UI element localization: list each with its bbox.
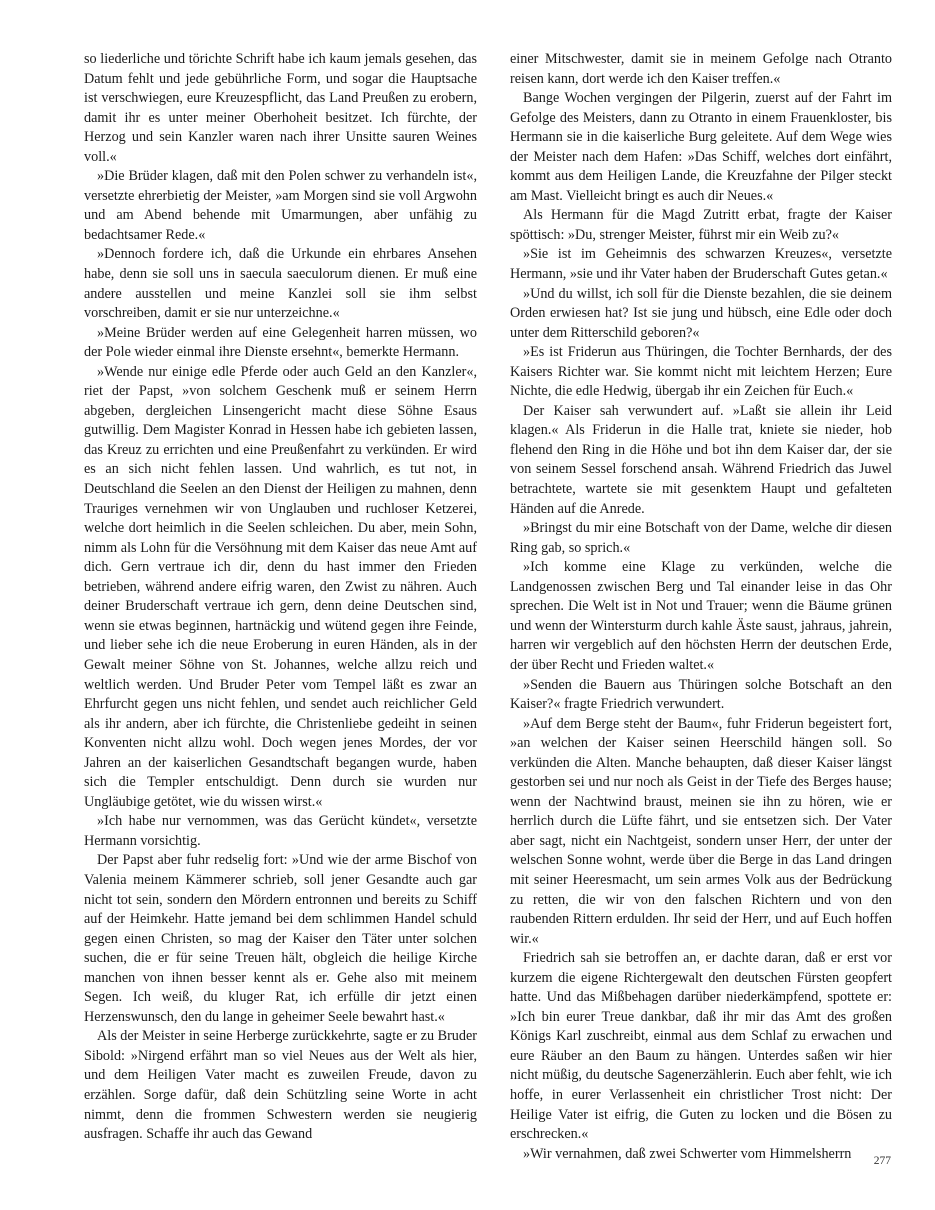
paragraph: »Ich habe nur vernommen, was das Gerücht kündet«, versetzte Hermann vorsichtig. (84, 813, 477, 849)
paragraph: »Wir vernahmen, daß zwei Schwerter vom Himmelsherrn (523, 1145, 852, 1162)
paragraph: »Bringst du mir eine Botschaft von der Dame, welche dir diesen Ring gab, so sprich.« (510, 520, 892, 556)
paragraph: Als Hermann für die Magd Zutritt erbat, fragte der Kaiser spöttisch: »Du, strenger Meister, führst mir ein Weib zu?« (510, 207, 892, 243)
paragraph: Der Kaiser sah verwundert auf. »Laßt sie allein ihr Leid klagen.« Als Friderun in die Halle trat, kniete sie nieder, hob flehend den Ring in die Höhe und bot ihn dem Kaiser dar, der sie von seinem Sessel forschend ansah. Während Friedrich das Juwel betrachtete, wartete sie mit gesenktem Haupt und gefalteten Händen auf die Anrede. (510, 402, 892, 517)
paragraph: »Und du willst, ich soll für die Dienste bezahlen, die sie deinem Orden erwiesen hat? Ist sie jung und hübsch, eine Edle oder doch unter dem Ritterschild geboren?« (510, 285, 892, 341)
left-text-column (84, 50, 477, 1145)
paragraph: »Meine Brüder werden auf eine Gelegenheit harren müssen, wo der Pole wieder einmal ihre Dienste ersehnt«, bemerkte Hermann. (84, 324, 477, 361)
paragraph: Friedrich sah sie betroffen an, er dachte daran, daß er erst vor kurzem die eigene Richtergewalt den deutschen Fürsten geopfert hatte. Und das Mißbehagen darüber niederkämpfend, spottete er: »Ich bin eurer Treue dankbar, daß ihr mir das Amt des großen Königs Karl zuschreibt, einmal aus dem Schlaf zu erwachen und eure Räuber an den Baum zu hängen. Unterdes saßen wir hier nicht müßig, du deutsche Sagenerzählerin. Euch aber fehlt, wie ich hoffe, in eurer Verlassenheit ein christlicher Trost nicht: Der Heilige Vater ist eifrig, die Guten zu locken und die Bösen zu erschrecken.« (510, 950, 892, 1143)
paragraph: Der Papst aber fuhr redselig fort: »Und wie der arme Bischof von Valenia meinem Kämmerer schrieb, soll jener Gesandte auch gar nicht tot sein, sondern den Mördern entronnen und bereits zu Schiff auf der Heimkehr. Hatte jemand bei dem schlimmen Handel schuld gegen einen Christen, so mag der Kaiser den Täter unter solchen suchen, die er für seine Treuen hält, obgleich die heilige Kirche manchen von ihnen besser kennt als er. Gehe also mit meinem Segen. Ich weiß, du kluger Rat, ich erfülle dir jetzt einen Herzenswunsch, den du lange in geheimer Seele bewahrt hast.« (84, 852, 477, 1025)
paragraph: Als der Meister in seine Herberge zurückkehrte, sagte er zu Bruder Sibold: »Nirgend erfährt man so viel Neues aus der Welt als hier, und dem Heiligen Vater macht es zuweilen Freude, davon zu erzählen. Sorge dafür, daß dein Schützling seine Worte in acht nimmt, denn die frommen Schwestern werden sie neugierig ausfragen. Schaffe ihr auch das Gewand (84, 1028, 477, 1143)
right-text-column (510, 50, 892, 1164)
paragraph: »Es ist Friderun aus Thüringen, die Tochter Bernhards, der des Kaisers Richter war. Sie kommt nicht mit leichtem Herzen; Eure Nichte, die edle Hedwig, übergab ihr ein Zeichen für Euch.« (510, 344, 892, 400)
paragraph: »Die Brüder klagen, daß mit den Polen schwer zu verhandeln ist«, versetzte ehrerbietig der Meister, »am Morgen sind sie voll Argwohn und am Abend behende mit Umarmungen, aber unfähig zu bedachtsamer Rede.« (84, 168, 477, 243)
paragraph: »Ich komme eine Klage zu verkünden, welche die Landgenossen zwischen Berg und Tal einander leise in das Ohr sprechen. Die Welt ist in Not und Trauer; wenn die Bäume grünen und wenn der Wintersturm durch kahle Äste saust, jahraus, jahrein, harren wir vergeblich auf den höchsten Herrn der deutschen Erde, der über Recht und Frieden waltet.« (510, 559, 892, 673)
paragraph: »Auf dem Berge steht der Baum«, fuhr Friderun begeistert fort, »an welchen der Kaiser seinen Heerschild hängen soll. So verkünden die Alten. Manche behaupten, daß dieser Kaiser längst gestorben sei und nur noch als Geist in der Tiefe des Berges hause; wenn der Nachtwind braust, meinen sie ihn zu hören, wie er herrlich durch die Lüfte fährt, und sie entsetzen sich. Der Vater aber sagt, nicht ein Nachtgeist, sondern unser Herr, der unter der welschen Sonne wohnt, werde über die Berge in das Land dringen mit seiner Heeresmacht, um sein armes Volk aus der Bedrückung zu retten, die wir von den falschen Richtern und von den raubenden Rittern erdulden. Ihr seid der Herr, und auf Euch hoffen wir.« (510, 715, 892, 947)
paragraph: »Sie ist im Geheimnis des schwarzen Kreuzes«, versetzte Hermann, »sie und ihr Vater haben der Bruderschaft Gutes getan.« (510, 246, 892, 283)
paragraph: so liederliche und törichte Schrift habe ich kaum jemals gesehen, das Datum fehlt und jede gebührliche Form, und sogar die Hauptsache ist verschwiegen, eure Kreuzespflicht, das Land Preußen zu erobern, damit ihr es unter meiner Oberhoheit besitzet. Ich fürchte, der Herzog und sein Kanzler waren nach ihrer Unsitte sauren Weines voll.« (84, 51, 477, 165)
paragraph: »Wende nur einige edle Pferde oder auch Geld an den Kanzler«, riet der Papst, »von solchem Geschenk muß er seinem Herrn abgeben, dergleichen Linsengericht macht diese Söhne Esaus gutwillig. Dem Magister Konrad in Hessen habe ich gebieten lassen, das Kreuz zu errichten und eine Preußenfahrt zu verkünden. Er wird es an sich nicht fehlen lassen. Und wahrlich, es tut not, in Deutschland die Seelen an den Dienst der Heiligen zu mahnen, denn Trauriges vernehmen wir von Unglauben und ruchloser Ketzerei, welche dort heimlich in die Seelen schleichen. Du aber, mein Sohn, nimm als Lohn für die Versöhnung mit dem Kaiser das neue Amt auf dich. Gern vertraue ich dir, denn du hast immer den Frieden betrieben, während andere eifrig waren, den Zwist zu nähren. Auch deiner Bruderschaft vertraue ich gern, denn deine Deutschen sind, wenn sie etwas beginnen, hartnäckig und wütend gegen ihre Feinde, und lieber sehe ich die neue Eroberung in euren Händen, als in der Gewalt meiner Söhne von St. Johannes, welche allzu reich und weltlich werden. Und Bruder Peter vom Tempel läßt es zwar an Ehrfurcht gegen uns nicht fehlen, und sendet auch reichlicher Geld als ihr andern, aber ich fürchte, die Christenliebe gedeiht in seinen Konventen nicht allzu wohl. Doch wegen jenes Mordes, der vor Jahren an der kaiserlichen Gesandtschaft begangen wurde, haben sich die Templer entschuldigt. Denn durch sie wurden nur Ungläubige getötet, wie du wissen wirst.« (84, 363, 477, 810)
paragraph: Bange Wochen vergingen der Pilgerin, zuerst auf der Fahrt im Gefolge des Meisters, dann zu Otranto in einem Frauenkloster, bis Hermann sie in die kaiserliche Burg geleitete. Auf dem Wege wies der Meister nach dem Hafen: »Das Schiff, welches dort einfährt, kommt aus dem Heiligen Lande, die Kreuzfahne der Pilger steckt am Mast. Vielleicht bringt es auch dir Neues.« (510, 90, 892, 204)
page-number: 277 (873, 1155, 891, 1167)
paragraph: »Senden die Bauern aus Thüringen solche Botschaft an den Kaiser?« fragte Friedrich verwundert. (510, 676, 892, 713)
paragraph: einer Mitschwester, damit sie in meinem Gefolge nach Otranto reisen kann, dort werde ich den Kaiser treffen.« (510, 51, 892, 87)
paragraph: »Dennoch fordere ich, daß die Urkunde ein ehrbares Ansehen habe, denn sie soll uns in saecula saeculorum dienen. Er muß eine andere ausstellen und meine Kanzlei soll sie ihm selbst vorschreiben, damit er sie nur unterzeichne.« (84, 246, 477, 322)
